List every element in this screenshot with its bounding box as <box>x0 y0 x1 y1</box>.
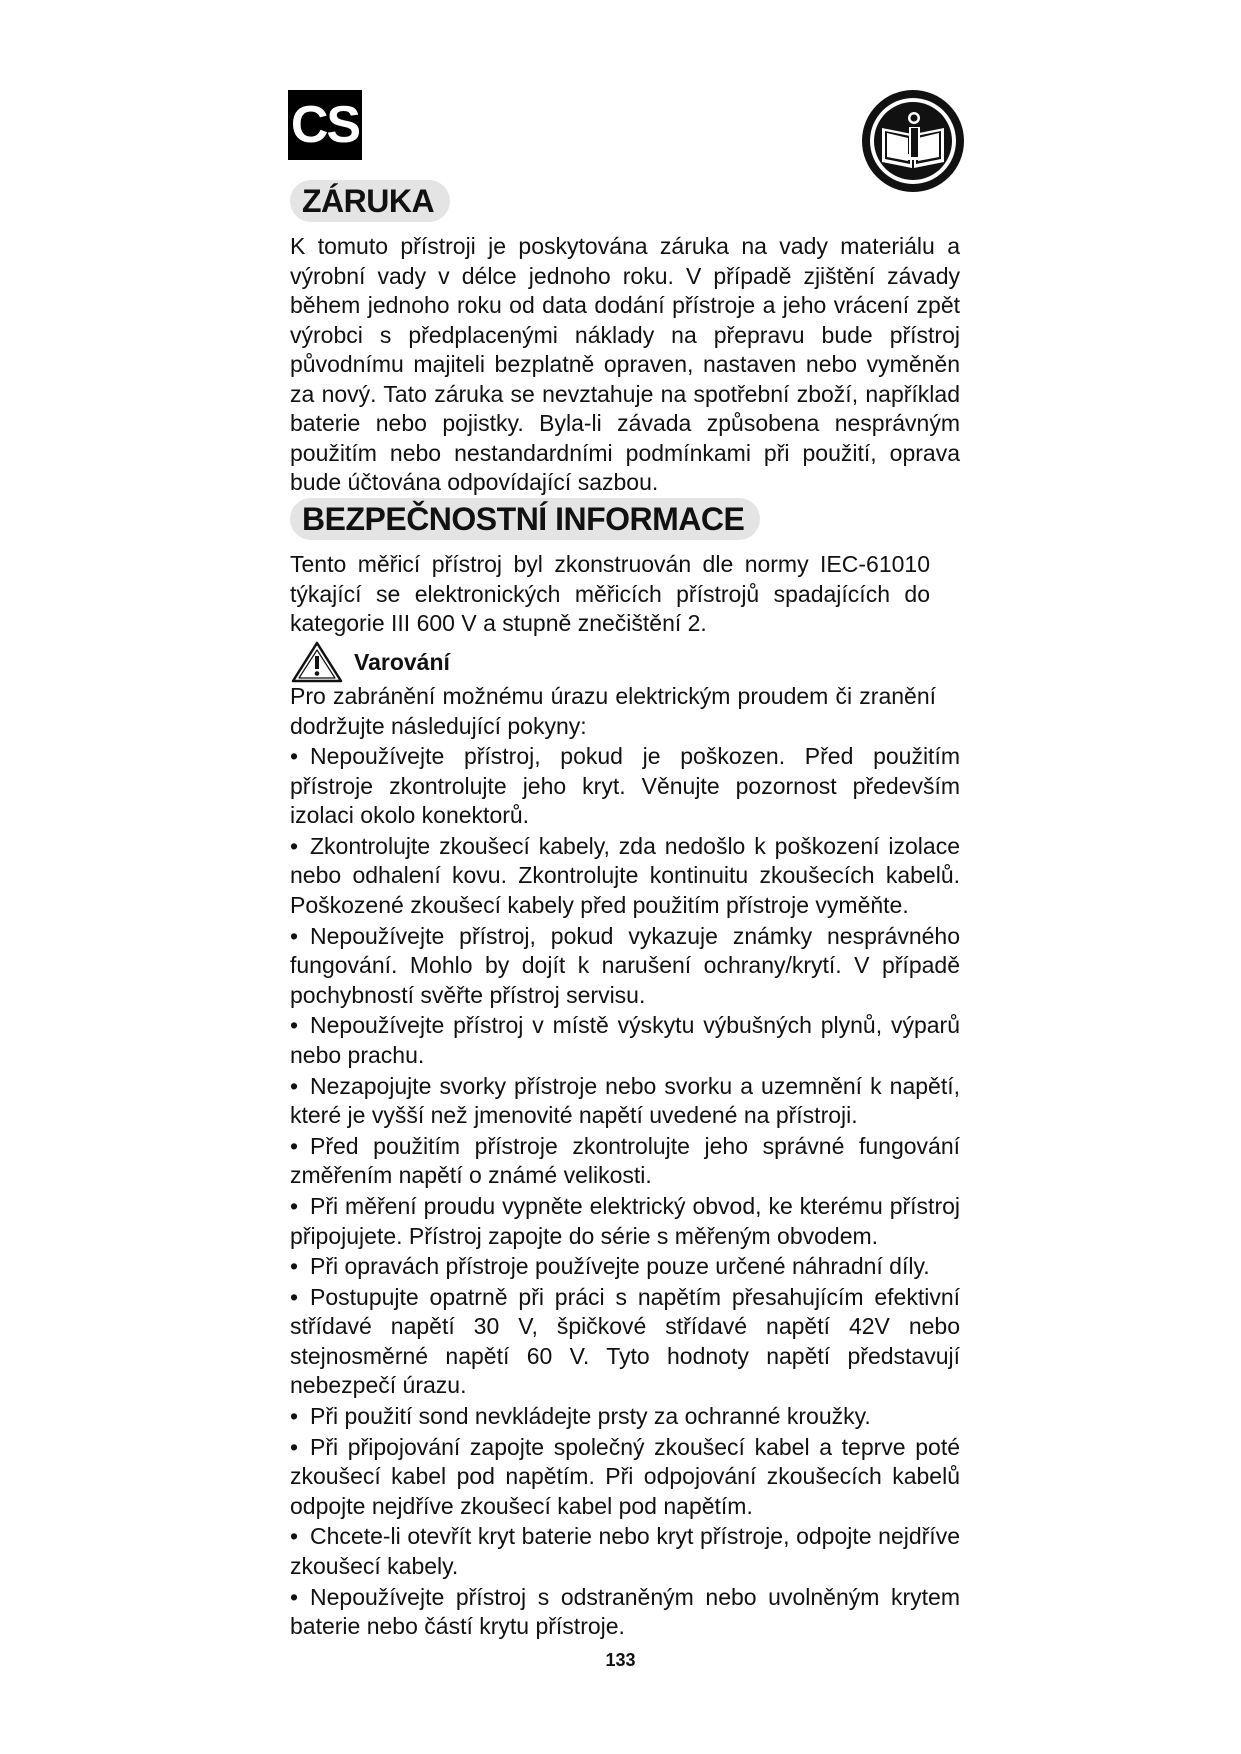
list-item: • Chcete-li otevřít kryt baterie nebo kryt přístroje, odpojte nejdříve zkoušecí kabely. <box>290 1523 960 1580</box>
page-number: 133 <box>605 1650 636 1670</box>
list-item: • Postupujte opatrně při práci s napětím přesahujícím efektivní střídavé napětí 30 V, špičkové střídavé napětí 42V nebo stejnosměrné napětí 60 V. Tyto hodnoty napětí představují nebezpečí úrazu. <box>290 1283 960 1399</box>
bullet: • <box>290 743 299 769</box>
bullet: • <box>290 1012 299 1039</box>
bullet: • <box>290 1283 299 1310</box>
list-item: • Při měření proudu vypněte elektrický obvod, ke kterému přístroj připojujete. Přístroj zapojte do série s měřeným obvodem. <box>290 1192 960 1249</box>
bullet: • <box>290 1403 299 1430</box>
language-badge: CS <box>288 90 362 160</box>
warning-label: Varování <box>354 648 450 675</box>
bullet: • <box>290 1583 299 1610</box>
list-item: • Zkontrolujte zkoušecí kabely, zda nedošlo k poškození izolace nebo odhalení kovu. Zkontrolujte kontinuitu zkoušecích kabelů. Poškozené zkoušecí kabely před použitím přístroje vyměňte. <box>290 832 960 918</box>
bullet: • <box>290 1523 299 1550</box>
bullet: • <box>290 922 299 949</box>
list-item: • Nepoužívejte přístroj v místě výskytu výbušných plynů, výparů nebo prachu. <box>290 1012 960 1068</box>
bullet: • <box>290 832 299 859</box>
safety-heading: BEZPEČNOSTNÍ INFORMACE <box>290 498 760 540</box>
bullet: • <box>290 1433 299 1460</box>
safety-intro: Tento měřicí přístroj byl zkonstruován dle normy IEC-61010 týkající se elektronických měřicích přístrojů spadajících do kategorie III 600 V a stupně znečištění 2. <box>290 551 930 636</box>
list-item: • Nepoužívejte přístroj s odstraněným nebo uvolněným krytem baterie nebo částí krytu přístroje. <box>290 1583 960 1640</box>
warning-intro: Pro zabránění možnému úrazu elektrickým proudem či zranění dodržujte následující pokyny: <box>290 683 936 739</box>
bullet: • <box>290 1253 299 1280</box>
list-item: • Při připojování zapojte společný zkoušecí kabel a teprve poté zkoušecí kabel pod napětím. Při odpojování zkoušecích kabelů odpojte nejdříve zkoušecí kabel pod napětím. <box>290 1433 960 1519</box>
manual-book-info-icon <box>860 88 966 194</box>
warranty-heading: ZÁRUKA <box>290 180 450 222</box>
list-item: • Při opravách přístroje používejte pouze určené náhradní díly. <box>290 1252 960 1282</box>
bullet: • <box>290 1192 299 1219</box>
bullet: • <box>290 1132 299 1159</box>
list-item: • Nezapojujte svorky přístroje nebo svorku a uzemnění k napětí, které je vyšší než jmenovité napětí uvedené na přístroji. <box>290 1072 960 1129</box>
warning-row <box>290 640 450 684</box>
list-item: • Před použitím přístroje zkontrolujte jeho správné fungování změřením napětí o známé velikosti. <box>290 1132 960 1189</box>
list-item: • Nepoužívejte přístroj, pokud vykazuje známky nesprávného fungování. Mohlo by dojít k narušení ochrany/krytí. V případě pochybností svěřte přístroj servisu. <box>290 922 960 1008</box>
bullet: • <box>290 1072 299 1099</box>
list-item: • Při použití sond nevkládejte prsty za ochranné kroužky. <box>290 1402 960 1432</box>
warranty-text: K tomuto přístroji je poskytována záruka na vady materiálu a výrobní vady v délce jednoho roku. V případě zjištění závady během jednoho roku od data dodání přístroje a jeho vrácení zpět výrobci s předplacenými náklady na přepravu bude přístroj původnímu majiteli bezplatně opraven, nastaven nebo vyměněn za nový. Tato záruka se nevztahuje na spotřební zboží, například baterie nebo pojistky. Byla-li závada způsobena nesprávným použitím nebo nestandardními podmínkami při použití, oprava bude účtována odpovídající sazbou. <box>290 233 960 495</box>
list-item: • Nepoužívejte přístroj, pokud je poškozen. Před použitím přístroje zkontrolujte jeho kryt. Věnujte pozornost především izolaci okolo konektorů. <box>290 743 960 829</box>
safety-instructions-list <box>290 742 960 1643</box>
warning-triangle-icon <box>290 640 344 684</box>
